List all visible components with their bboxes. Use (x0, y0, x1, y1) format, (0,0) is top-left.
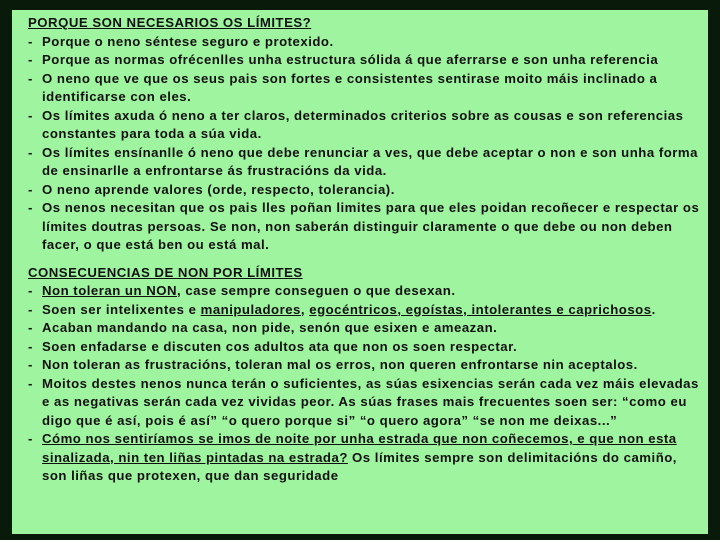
bullet-dash: - (28, 301, 33, 317)
list-item (28, 301, 702, 320)
section-spacer (28, 255, 702, 264)
list-item (28, 282, 702, 301)
list-item-text: Porque as normas ofrécenlles unha estructura sólida á que aferrarse e son unha referencia (42, 52, 659, 67)
section2-title: CONSECUENCIAS DE NON POR LÍMITES (28, 264, 303, 280)
list-item (28, 144, 702, 181)
list-item-text: O neno que ve que os seus pais son fortes e consistentes sentirase moito máis inclinado a identificarse con eles. (42, 70, 658, 104)
bullet-dash: - (28, 144, 33, 160)
underlined-text: Non toleran un NON (42, 283, 178, 298)
list-item-text: Os límites axuda ó neno a ter claros, determinados criterios sobre as cousas e son referencias constantes para toda a súa vida. (42, 107, 684, 141)
list-item-text: Acaban mandando na casa, non pide, senón que esixen e ameazan. (42, 320, 498, 335)
bullet-dash: - (28, 375, 33, 391)
bullet-dash: - (28, 70, 33, 86)
list-item-text: Os límites sempre son delimitacións do camiño, son liñas que protexen, que dan seguridade (42, 449, 677, 483)
list-item-text: Soen enfadarse e discuten cos adultos ata que non os soen respectar. (42, 338, 518, 354)
list-item-text: Soen ser intelixentes e (42, 301, 201, 317)
list-item (28, 319, 702, 338)
bullet-dash: - (28, 283, 33, 298)
bullet-dash: - (28, 52, 33, 67)
list-item-text: O neno aprende valores (orde, respecto, tolerancia). (42, 181, 395, 197)
list-item (28, 70, 702, 107)
section1-list (28, 33, 702, 255)
list-item (28, 107, 702, 144)
underlined-text: egocéntricos, egoístas, intolerantes e caprichosos (309, 301, 652, 317)
list-item-text: Os límites ensínanlle ó neno que debe renunciar a ves, que debe aceptar o non e son unha forma de ensinarlle a enfrontarse ás frustracións da vida. (42, 144, 698, 178)
slide (12, 10, 708, 534)
bullet-dash: - (28, 200, 33, 215)
list-item (28, 181, 702, 200)
section1-title: PORQUE SON NECESARIOS OS LÍMITES? (28, 15, 312, 30)
bullet-dash: - (28, 33, 33, 49)
list-item (28, 430, 702, 486)
bullet-dash: - (28, 107, 33, 123)
list-item (28, 338, 702, 357)
list-item-text: , case sempre conseguen o que desexan. (177, 283, 456, 298)
bullet-dash: - (28, 320, 33, 335)
list-item-text: Porque o neno séntese seguro e protexido. (42, 33, 334, 49)
list-item-text: Os nenos necesitan que os pais lles poñan limites para que eles poidan recoñecer e respectar os límites doutras persoas. Se non, non saberán distinguir claramente o que debe ou non deben facer, o que está ben ou está mal. (42, 200, 700, 252)
list-item (28, 356, 702, 375)
list-item (28, 33, 702, 52)
underlined-text: manipuladores (200, 301, 301, 317)
bullet-dash: - (28, 357, 33, 372)
list-item-text: Non toleran as frustracións, toleran mal os erros, non queren enfrontarse nin aceptalos. (42, 357, 638, 372)
list-item (28, 51, 702, 70)
bullet-dash: - (28, 181, 33, 197)
bullet-dash: - (28, 431, 33, 446)
list-item-text: , (300, 301, 310, 317)
underlined-text: Cómo nos sentiríamos se imos de noite por unha estrada que non coñecemos, e que non esta sinalizada, nin ten liñas pintadas na estrada? (42, 431, 677, 465)
list-item (28, 199, 702, 255)
list-item (28, 375, 702, 431)
bullet-dash: - (28, 338, 33, 354)
section2-list (28, 282, 702, 486)
list-item-text: . (651, 301, 656, 317)
list-item-text: Moitos destes nenos nunca terán o suficientes, as súas esixencias serán cada vez máis elevadas e as negativas serán cada vez vividas peor. As súas frases mais frecuentes soen ser: “como eu digo que é así, pois é así” “o quero porque si” “o quero agora” “se non me deixas...” (42, 375, 699, 428)
